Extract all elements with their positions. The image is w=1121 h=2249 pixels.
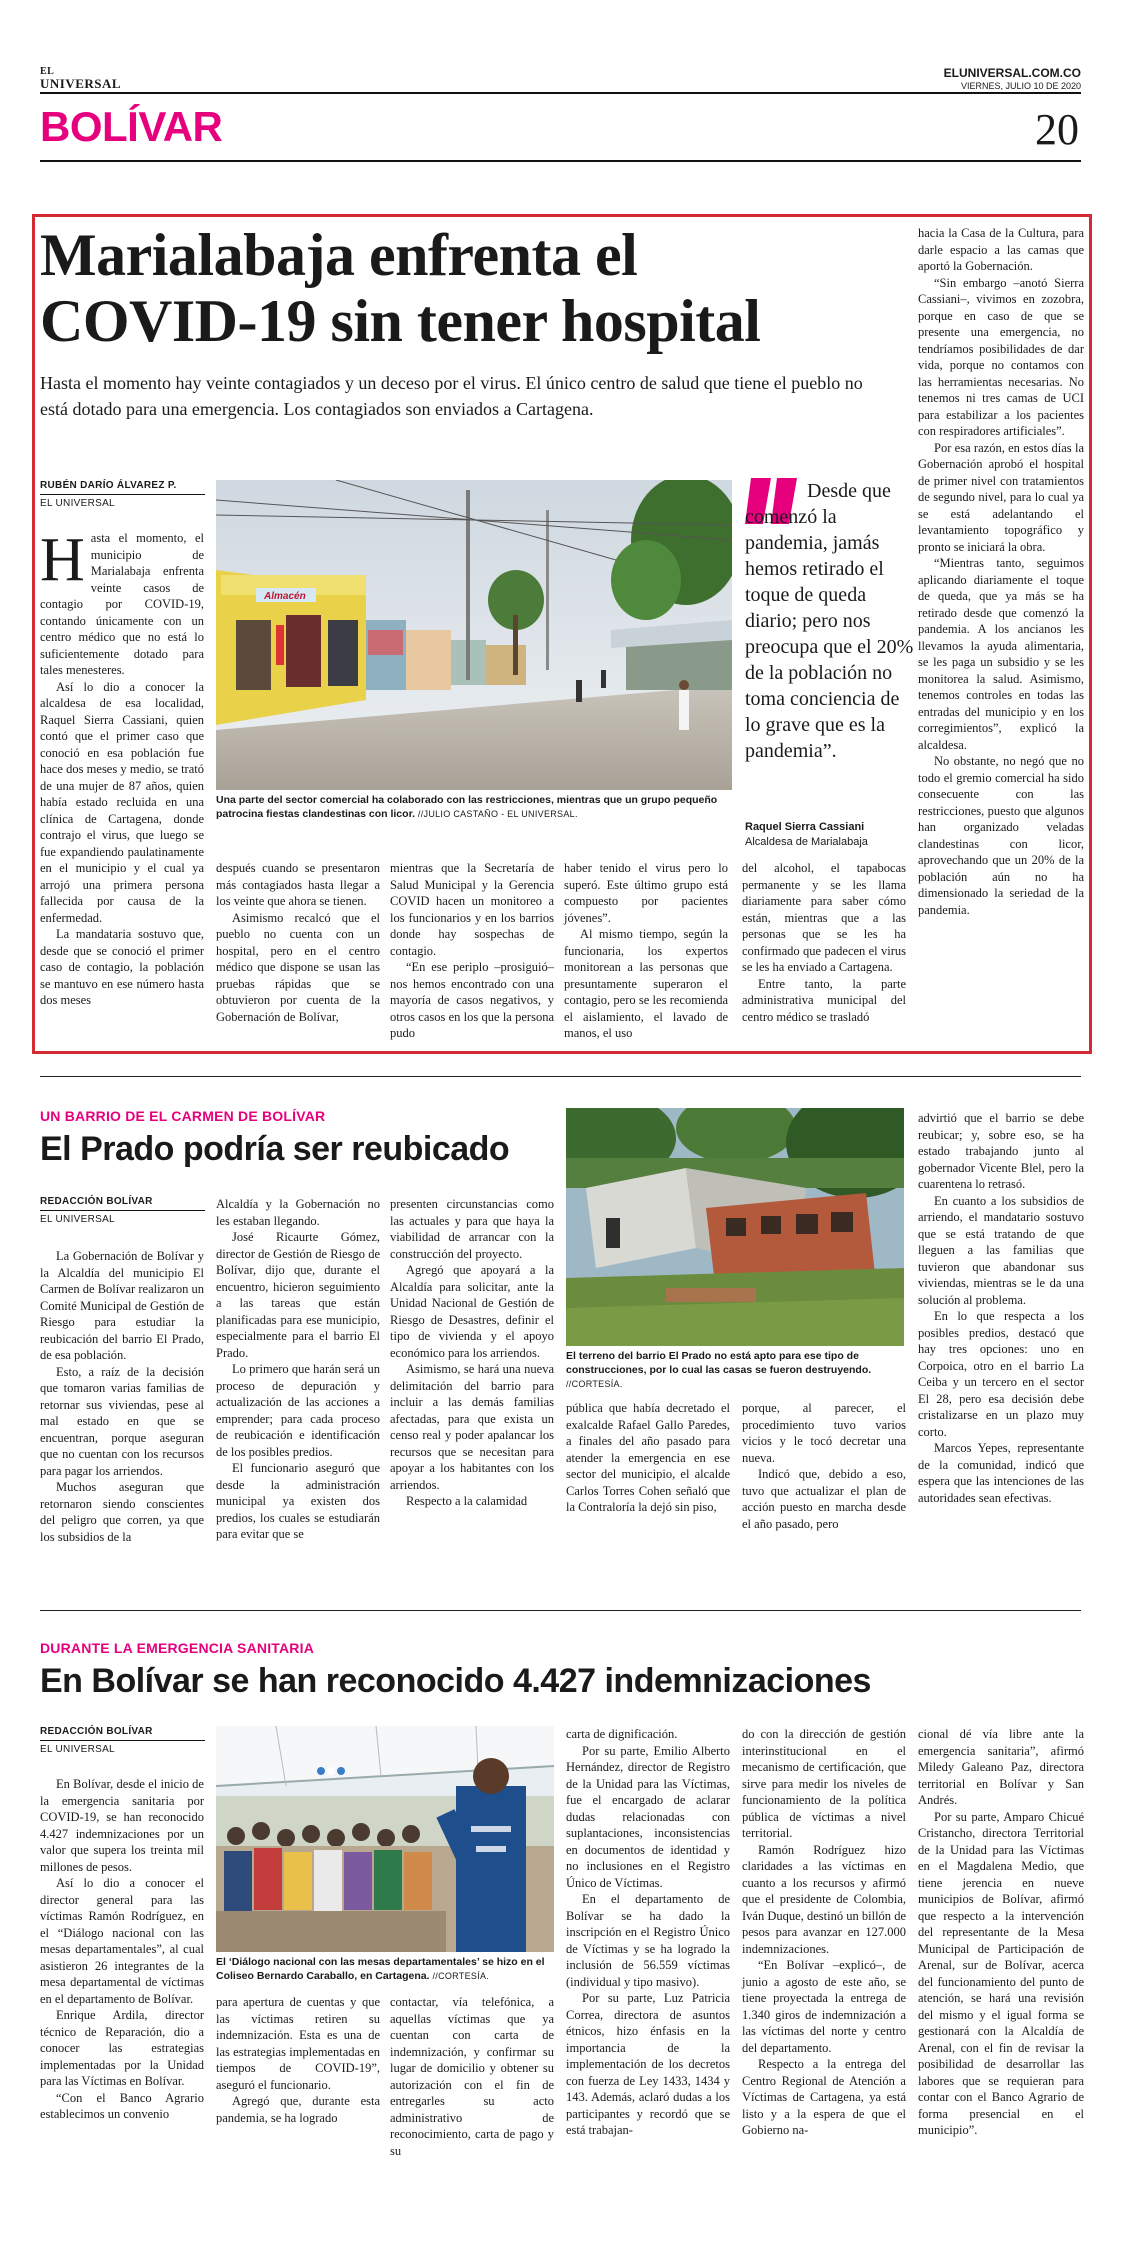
story2-caption-credit: //CORTESÍA. <box>566 1379 623 1389</box>
issue-date: VIERNES, JULIO 10 DE 2020 <box>960 81 1081 91</box>
story3-headline: En Bolívar se han reconocido 4.427 indemnizaciones <box>40 1662 871 1700</box>
story1-deck: Hasta el momento hay veinte contagiados y un deceso por el virus. El único centro de salud que tiene el pueblo no está dotado para una emergencia. Los contagiados son enviados a Cartagena. <box>40 373 863 419</box>
story2-caption-text: El terreno del barrio El Prado no está apto para ese tipo de construcciones, por lo cual las casas se fueron destruyendo. <box>566 1350 872 1376</box>
masthead-logo <box>40 66 121 90</box>
street-scene-image <box>216 480 732 790</box>
story2-photo <box>566 1108 904 1346</box>
story1-photo-caption <box>216 793 732 821</box>
page-number: 20 <box>1035 105 1079 154</box>
story1-column-5: del alcohol, el tapabocas permanente y se les llama diariamente para saber cómo están, mientras que a las personas que se les ha confirmado que padecen el virus se les ha enviado a Cartagena. Entre tanto, la parte administrativa municipal del centro médico se trasladó <box>742 861 906 1024</box>
story1-col1-p1: Hasta el momento, el municipio de Marialabaja enfrenta veinte casos de contagio por COVID-19, contando únicamente con un centro médico que no está lo suficientemente dotado para tales menesteres. <box>40 526 204 677</box>
story1-photo <box>216 480 732 790</box>
logo-line-2: UNIVERSAL <box>40 76 122 91</box>
story2-column-2: Alcaldía y la Gobernación no les estaban llegando. José Ricaurte Gómez, director de Gestión de Riesgo de Bolívar, dijo que, durante el encuentro, hicieron seguimiento a las tareas que están planificadas para ese municipio, especialmente para el barrio El Prado. Lo primero que harán será un proceso de depuración y actualización de las acciones a emprender; para cada proceso de reubicación e identificación de los posibles predios. El funcionario aseguró que desde la administración municipal ya existen dos predios, los cuales se estudiarán para evitar que se <box>216 1197 380 1541</box>
story2-column-5: porque, al parecer, el procedimiento tuvo varios vicios y le tocó decretar una nueva. Indicó que, debido a eso, tuvo que actualizar el plan de acción puesto en marcha desde el año pasado, pero <box>742 1401 906 1531</box>
story1-caption-text: Una parte del sector comercial ha colaborado con las restricciones, mientras que un grupo pequeño patrocina fiestas clandestinas con licor. <box>216 794 718 820</box>
shop-sign-text: Almacén <box>264 591 306 602</box>
divider-2 <box>40 1610 1081 1611</box>
story1-column-1 <box>40 526 204 1009</box>
story1-byline: RUBÉN DARÍO ÁLVAREZ P. <box>40 480 205 495</box>
story3-photo-caption <box>216 1955 554 1983</box>
story1-column-4: haber tenido el virus pero lo superó. Este último grupo está compuesto por pacientes jóvenes”. Al mismo tiempo, según la funcionaria, los expertos monitorean a las personas que presuntamente superaron el contagio, pero se les recomienda el aislamiento, el lavado de manos, el uso <box>564 861 728 1040</box>
story2-column-6: advirtió que el barrio se debe reubicar; y, sobre eso, se ha estado trabajando junto al gobernador Vicente Blel, pero la cuarentena lo retrasó. En cuanto a los subsidios de arriendo, el mandatario sostuvo que se está tratando de que lleguen a las familias que tuvieron que abandonar sus viviendas, mientras se le da una solución al problema. En lo que respecta a los posibles predios, destacó que hay tres opciones: uno en Corpoica, otro en el barrio La Ceiba y un tercero en el sector El 28, pero esa decisión debe cristalizarse en un plazo muy corto. Marcos Yepes, representante de la comunidad, indicó que espera que las intenciones de las autoridades sean efectivas. <box>918 1111 1084 1505</box>
story2-byline-outlet: EL UNIVERSAL <box>40 1214 115 1225</box>
story1-column-6: hacia la Casa de la Cultura, para darle espacio a las camas que aportó la Gobernación. “Sin embargo –anotó Sierra Cassiani–, vivimos en zozobra, porque en caso de que se presente una emergencia, no tendríamos posibilidades de dar vida, porque no contamos con las herramientas necesarias. No tenemos ni tres camas de UCI para estabilizar a los pacientes con respiradores artificiales”. Por esa razón, en estos días la Gobernación aprobó el hospital de primer nivel con tratamientos de segundo nivel, para lo cual ya se está adelantando el levantamiento topográfico y pronto se iniciará la obra. “Mientras tanto, seguimos aplicando diariamente el toque de queda, que ya más se ha retirado desde que comenzó la pandemia. A los ancianos les llevamos la ayuda alimentaria, se les paga un subsidio y se les monitorea la salud. Asimismo, tenemos controles en todas las entradas del municipio y en los corregimientos”, explicó la alcaldesa. No obstante, no negó que no todo el gremio comercial ha sido consecuente con las restricciones, puesto que algunos han organizado veladas clandestinas con licor, aprovechando que un 20% de la población aún no ha dimensionado la seriedad de la pandemia. <box>918 226 1084 917</box>
story3-caption-credit: //CORTESÍA. <box>432 1971 490 1981</box>
story2-column-4: pública que había decretado el exalcalde Rafael Gallo Paredes, a finales del año pasado para atender la emergencia en ese sector del municipio, el alcalde Carlos Torres Cohen señaló que la Contraloría la dejó sin piso, <box>566 1401 730 1514</box>
story2-photo-caption <box>566 1349 904 1391</box>
story1-column-2: después cuando se presentaron más contagiados hasta llegar a los veinte que ahora se tienen. Asimismo recalcó que el pueblo no cuenta con un hospital, pero en el centro médico que dispone se usan las pruebas rápidas que se obtuvieron por cuenta de la Gobernación de Bolívar, <box>216 861 380 1024</box>
pull-quote-text: Desde que comenzó la pandemia, jamás hemos retirado el toque de queda diario; pero nos preocupa que el 20% de la población no toma conciencia de lo grave que es la pandemia”. <box>745 480 914 762</box>
section-rule <box>40 160 1081 162</box>
pull-quote-author: Raquel Sierra Cassiani <box>745 821 865 833</box>
site-url: ELUNIVERSAL.COM.CO <box>943 66 1081 80</box>
story1-col1-p2: Así lo dio a conocer la alcaldesa de esa localidad, Raquel Sierra Cassiani, quien contó que el primer caso que conoció en esa población fue hace dos meses y medio, se trató de una mujer de 87 años, quien había estado recluida en una clínica de Cartagena, donde contrajo el virus, que luego se fue expandiendo paulatinamente en el municipio y el cual ya arrojó una primera persona fallecida por causa de la enfermedad. <box>40 679 204 925</box>
story2-column-3: presenten circunstancias como las actuales y para que haya la viabilidad de arrancar con la construcción del proyecto. Agregó que apoyará a la Alcaldía para solicitar, ante la Unidad Nacional de Gestión de Riesgo de Desastres, definir el tipo de vivienda y el apoyo económico para los arriendos. Asimismo, se hará una nueva delimitación del barrio para incluir a las demás familias afectadas, para que exista un censo real y poder apalancar los recursos que se necesitan para apoyar a los habitantes con los arriendos. Respecto a la calamidad <box>390 1197 554 1508</box>
story1-col1-p3: La mandataria sostuvo que, desde que se conoció el primer caso de contagio, la población se mantuvo en ese número hasta dos meses <box>40 927 204 1007</box>
story3-column-6: cional dé vía libre ante la emergencia sanitaria”, afirmó Miledy Galeano Paz, directora territorial en Bolívar y San Andrés. Por su parte, Amparo Chicué Cristancho, directora Territorial de la Unidad para las Víctimas en el Magdalena Medio, que tiene jerencia en nueve municipios de Bolívar, afirmó que respecto a la intervención del representante de la Mesa Municipal de Participación de Arenal, sur de Bolívar, acerca del funcionamiento del punto de atención, se hará una revisión del mismo y el igual forma se gestionará con la Alcaldía de Arenal, con el fin de revisar la posibilidad de desarrollar las labores que se requieran para contar con el Banco Agrario de forma presencial en el municipio”. <box>918 1727 1084 2137</box>
story3-column-1: En Bolívar, desde el inicio de la emergencia sanitaria por COVID-19, se han reconocido 4.427 indemnizaciones por un valor que supera los treinta mil millones de pesos. Así lo dio a conocer el director general para las víctimas Ramón Rodríguez, en el “Diálogo nacional con las mesas departamentales”, al cual asistieron 26 integrantes de la mesa departamental de víctimas en el departamento de Bolívar. Enrique Ardila, director técnico de Reparación, dio a conocer las estrategias implementadas por la Unidad para las Víctimas en Bolívar. “Con el Banco Agrario establecimos un convenio <box>40 1777 204 2121</box>
section-name: BOLÍVAR <box>40 103 223 150</box>
story2-column-1: La Gobernación de Bolívar y la Alcaldía del municipio El Carmen de Bolívar realizaron un Comité Municipal de Gestión de Riesgo para estudiar la reubicación del barrio El Prado, de esa población. Esto, a raíz de la decisión que tomaron varias familias de retornar sus viviendas, pese al mal estado en que se encuentran, porque aseguran que no cuentan con los recursos para pagar los arriendos. Muchos aseguran que retornaron siendo conscientes del peligro que corren, ya que los subsidios de la <box>40 1249 204 1544</box>
story1-headline-line1: Marialabaja enfrenta el <box>40 222 638 288</box>
story1-caption-credit: //JULIO CASTAÑO - EL UNIVERSAL. <box>417 809 578 819</box>
story1-byline-block <box>40 480 205 509</box>
story1-column-3: mientras que la Secretaría de Salud Municipal y la Gerencia COVID hacen un monitoreo a los funcionarios y en los barrios donde hay sospechas de contagio. “En ese periplo –prosiguió– nos hemos encontrado con una mayoría de casos negativos, y otros casos en los que la persona pudo <box>390 861 554 1040</box>
story1-headline <box>40 222 890 354</box>
story3-caption-text: El ‘Diálogo nacional con las mesas departamentales’ se hizo en el Coliseo Bernardo Caraballo, en Cartagena. <box>216 1956 545 1982</box>
story2-byline-block <box>40 1196 205 1225</box>
story3-column-5: do con la dirección de gestión interinstitucional en el mecanismo de certificación, que sirve para medir los niveles de funcionamiento de la política pública de víctimas a nivel territorial. Ramón Rodríguez hizo claridades a las víctimas en cuanto a los recursos y afirmó que el presidente de Colombia, Iván Duque, destinó un billón de pesos para avanzar en 127.000 indemnizaciones. “En Bolívar –explicó–, de junio a agosto de este año, se tiene proyectada la entrega de 1.340 giros de indemnización a las víctimas del norte y centro del departamento. Respecto a la entrega del Centro Regional de Atención a Víctimas de Cartagena, ya está listo y a la espera de que el Gobierno na- <box>742 1727 906 2137</box>
story3-kicker: DURANTE LA EMERGENCIA SANITARIA <box>40 1640 315 1656</box>
logo-line-1: EL <box>40 66 55 77</box>
story2-byline: REDACCIÓN BOLÍVAR <box>40 1196 205 1211</box>
pull-quote-author-role: Alcaldesa de Marialabaja <box>745 836 868 848</box>
pull-quote <box>745 478 917 764</box>
story3-column-4: carta de dignificación. Por su parte, Emilio Alberto Hernández, director de Registro de la Unidad para las Víctimas, fue el encargado de aclarar dudas relacionadas con suplantaciones, inconsistencias en documentos de identidad y no inclusiones en el Registro Único de Víctimas. En el departamento de Bolívar se ha dado la inscripción en el Registro Único de Víctimas y se ha logrado la inclusión de 56.559 víctimas (individual y tipo masivo). Por su parte, Luz Patricia Correa, directora de asuntos étnicos, hizo énfasis en la importancia de la implementación de los decretos con fuerza de Ley 1433, 1434 y 143. Además, aclaró dudas a los participantes y recordó que se está trabajan- <box>566 1727 730 2137</box>
story3-photo <box>216 1726 554 1952</box>
story3-byline-block <box>40 1726 205 1755</box>
story1-headline-line2: COVID-19 sin tener hospital <box>40 288 761 354</box>
meeting-image <box>216 1726 554 1952</box>
story3-column-3: contactar, vía telefónica, a aquellas víctimas que ya cuentan con carta de indemnización, y confirmar su lugar de domicilio y obtener su autorización con el fin de entregarles su acto administrativo de reconocimiento, carta de pago y su <box>390 1995 554 2158</box>
divider-1 <box>40 1076 1081 1077</box>
story3-byline: REDACCIÓN BOLÍVAR <box>40 1726 205 1741</box>
story3-column-2: para apertura de cuentas y que las víctimas retiren su indemnización. Esta es una de las estrategias implementadas en tiempos de COVID-19”, aseguró el funcionario. Agregó que, durante esta pandemia, se ha logrado <box>216 1995 380 2125</box>
story2-headline: El Prado podría ser reubicado <box>40 1130 510 1168</box>
story2-kicker: UN BARRIO DE EL CARMEN DE BOLÍVAR <box>40 1108 326 1124</box>
story3-byline-outlet: EL UNIVERSAL <box>40 1744 115 1755</box>
dropcap: H <box>40 526 85 594</box>
damaged-houses-image <box>566 1108 904 1346</box>
pull-quote-attribution <box>745 820 868 850</box>
header-rule <box>40 92 1081 94</box>
story1-byline-outlet: EL UNIVERSAL <box>40 498 115 509</box>
